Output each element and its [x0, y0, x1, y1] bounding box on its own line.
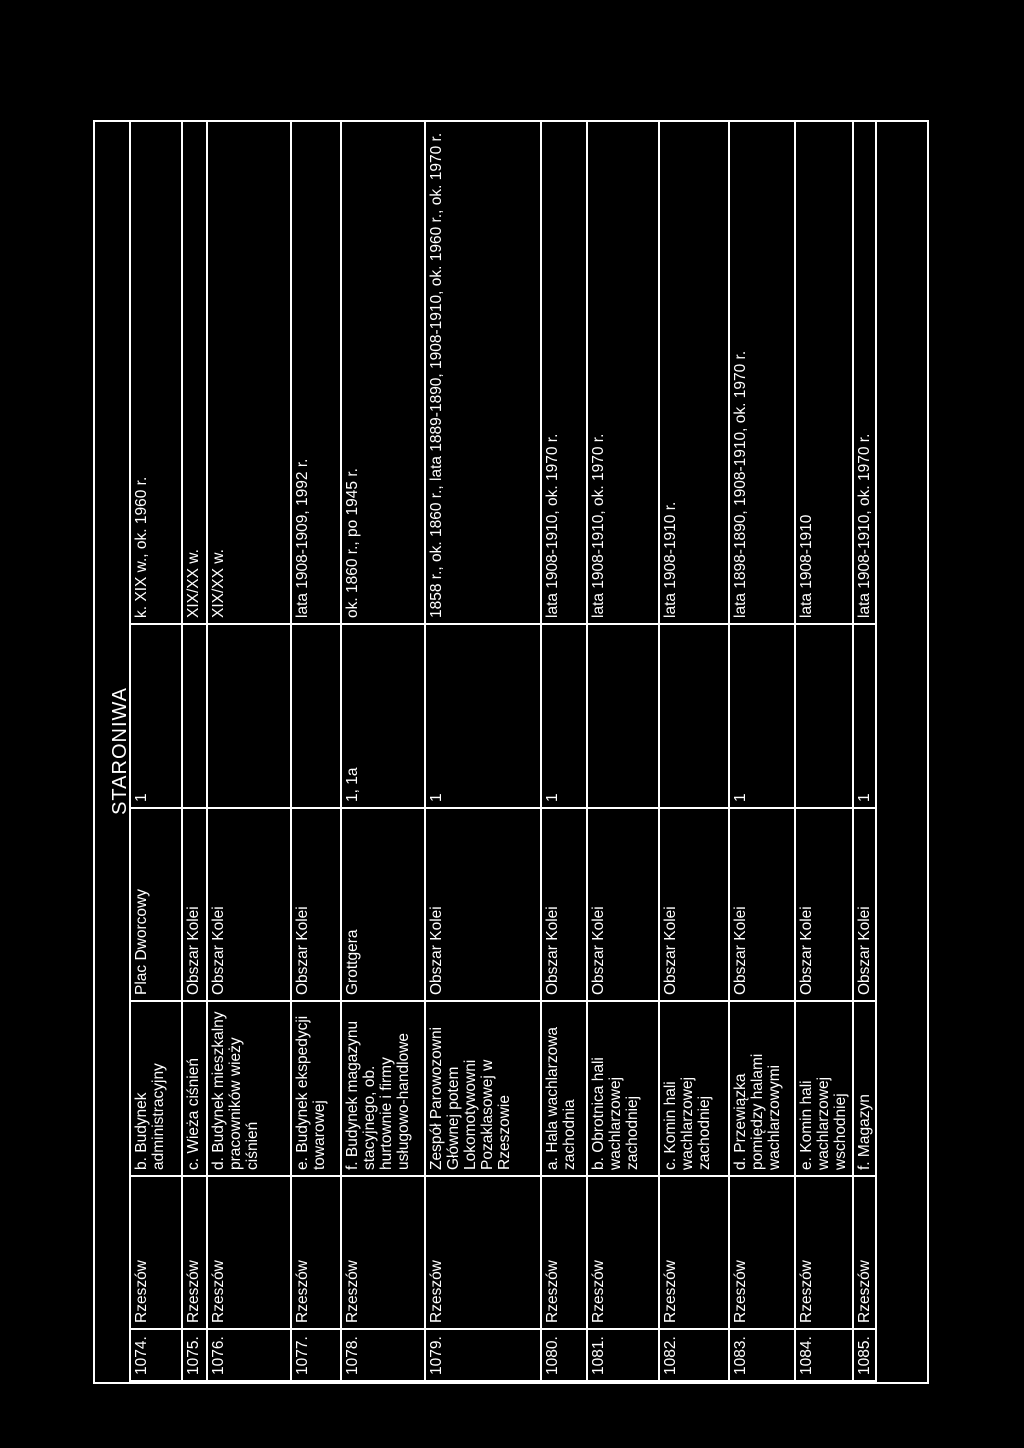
- cell-house-number: [291, 624, 341, 808]
- cell-street: Obszar Kolei: [587, 808, 659, 1001]
- cell-street: Obszar Kolei: [425, 808, 541, 1001]
- cell-number: 1077.: [291, 1329, 341, 1381]
- cell-number: 1083.: [729, 1329, 795, 1381]
- cell-object: e. Budynek ekspedycji towarowej: [291, 1001, 341, 1176]
- cell-street: Obszar Kolei: [291, 808, 341, 1001]
- document-sheet: [93, 120, 929, 1384]
- table-row: [541, 121, 587, 1381]
- cell-house-number: 1: [541, 624, 587, 808]
- cell-town: Rzeszów: [425, 1176, 541, 1329]
- cell-object: a. Hala wachlarzowa zachodnia: [541, 1001, 587, 1176]
- cell-street: Obszar Kolei: [659, 808, 729, 1001]
- cell-number: 1076.: [207, 1329, 291, 1381]
- cell-object: c. Komin hali wachlarzowej zachodniej: [659, 1001, 729, 1176]
- table-row: [795, 121, 853, 1381]
- cell-street: Obszar Kolei: [182, 808, 207, 1001]
- cell-town: Rzeszów: [207, 1176, 291, 1329]
- cell-number: 1075.: [182, 1329, 207, 1381]
- table-row: [207, 121, 291, 1381]
- cell-object: f. Magazyn: [853, 1001, 876, 1176]
- cell-date: XIX/XX w.: [182, 121, 207, 624]
- cell-house-number: 1: [729, 624, 795, 808]
- cell-number: 1082.: [659, 1329, 729, 1381]
- cell-number: 1084.: [795, 1329, 853, 1381]
- cell-house-number: 1: [853, 624, 876, 808]
- cell-date: lata 1908-1910, ok. 1970 r.: [541, 121, 587, 624]
- cell-street: Obszar Kolei: [541, 808, 587, 1001]
- cell-street: Obszar Kolei: [207, 808, 291, 1001]
- cell-number: 1079.: [425, 1329, 541, 1381]
- cell-object: Zespół Parowozowni Głównej potem Lokomotywowni Pozaklasowej w Rzeszowie: [425, 1001, 541, 1176]
- cell-street: Obszar Kolei: [795, 808, 853, 1001]
- cell-house-number: [207, 624, 291, 808]
- cell-town: Rzeszów: [795, 1176, 853, 1329]
- cell-date: lata 1908-1910: [795, 121, 853, 624]
- cell-number: 1085.: [853, 1329, 876, 1381]
- table-row: [182, 121, 207, 1381]
- cell-date: XIX/XX w.: [207, 121, 291, 624]
- cell-date: lata 1908-1910, ok. 1970 r.: [853, 121, 876, 624]
- cell-object: b. Obrotnica hali wachlarzowej zachodniej: [587, 1001, 659, 1176]
- cell-street: Grottgera: [341, 808, 425, 1001]
- cell-street: Obszar Kolei: [853, 808, 876, 1001]
- cell-number: 1081.: [587, 1329, 659, 1381]
- cell-object: d. Budynek mieszkalny pracowników wieży ciśnień: [207, 1001, 291, 1176]
- cell-town: Rzeszów: [541, 1176, 587, 1329]
- table-row: [291, 121, 341, 1381]
- cell-street: Plac Dworcowy: [130, 808, 182, 1001]
- cell-house-number: 1: [130, 624, 182, 808]
- cell-object: c. Wieża ciśnień: [182, 1001, 207, 1176]
- monument-register-table: [95, 120, 877, 1382]
- cell-town: Rzeszów: [291, 1176, 341, 1329]
- cell-house-number: [587, 624, 659, 808]
- table-row: [130, 121, 182, 1381]
- cell-date: lata 1898-1890, 1908-1910, ok. 1970 r.: [729, 121, 795, 624]
- cell-number: 1078.: [341, 1329, 425, 1381]
- cell-house-number: [659, 624, 729, 808]
- cell-date: 1858 r., ok. 1860 r., lata 1889-1890, 1908-1910, ok. 1960 r., ok. 1970 r.: [425, 121, 541, 624]
- cell-date: ok. 1860 r., po 1945 r.: [341, 121, 425, 624]
- cell-town: Rzeszów: [130, 1176, 182, 1329]
- cell-house-number: [795, 624, 853, 808]
- cell-number: 1074.: [130, 1329, 182, 1381]
- table-row: [729, 121, 795, 1381]
- cell-house-number: 1, 1a: [341, 624, 425, 808]
- cell-town: Rzeszów: [182, 1176, 207, 1329]
- cell-object: d. Przewiązka pomiędzy halami wachlarzowymi: [729, 1001, 795, 1176]
- cell-street: Obszar Kolei: [729, 808, 795, 1001]
- cell-date: lata 1908-1910, ok. 1970 r.: [587, 121, 659, 624]
- cell-object: b. Budynek administracyjny: [130, 1001, 182, 1176]
- cell-town: Rzeszów: [659, 1176, 729, 1329]
- cell-object: f. Budynek magazynu stacyjnego, ob. hurtownie i firmy usługowo-handlowe: [341, 1001, 425, 1176]
- cell-house-number: [182, 624, 207, 808]
- table-row: [853, 121, 876, 1381]
- cell-town: Rzeszów: [853, 1176, 876, 1329]
- cell-town: Rzeszów: [729, 1176, 795, 1329]
- section-title: STARONIWA: [95, 121, 130, 1381]
- table-row: [341, 121, 425, 1381]
- cell-house-number: 1: [425, 624, 541, 808]
- cell-date: lata 1908-1910 r.: [659, 121, 729, 624]
- cell-number: 1080.: [541, 1329, 587, 1381]
- cell-town: Rzeszów: [587, 1176, 659, 1329]
- cell-date: lata 1908-1909, 1992 r.: [291, 121, 341, 624]
- cell-date: k. XIX w., ok. 1960 r.: [130, 121, 182, 624]
- cell-town: Rzeszów: [341, 1176, 425, 1329]
- cell-object: e. Komin hali wachlarzowej wschodniej: [795, 1001, 853, 1176]
- rotated-table-wrapper: [95, 122, 927, 1382]
- table-row: [425, 121, 541, 1381]
- table-row: [587, 121, 659, 1381]
- table-row: [659, 121, 729, 1381]
